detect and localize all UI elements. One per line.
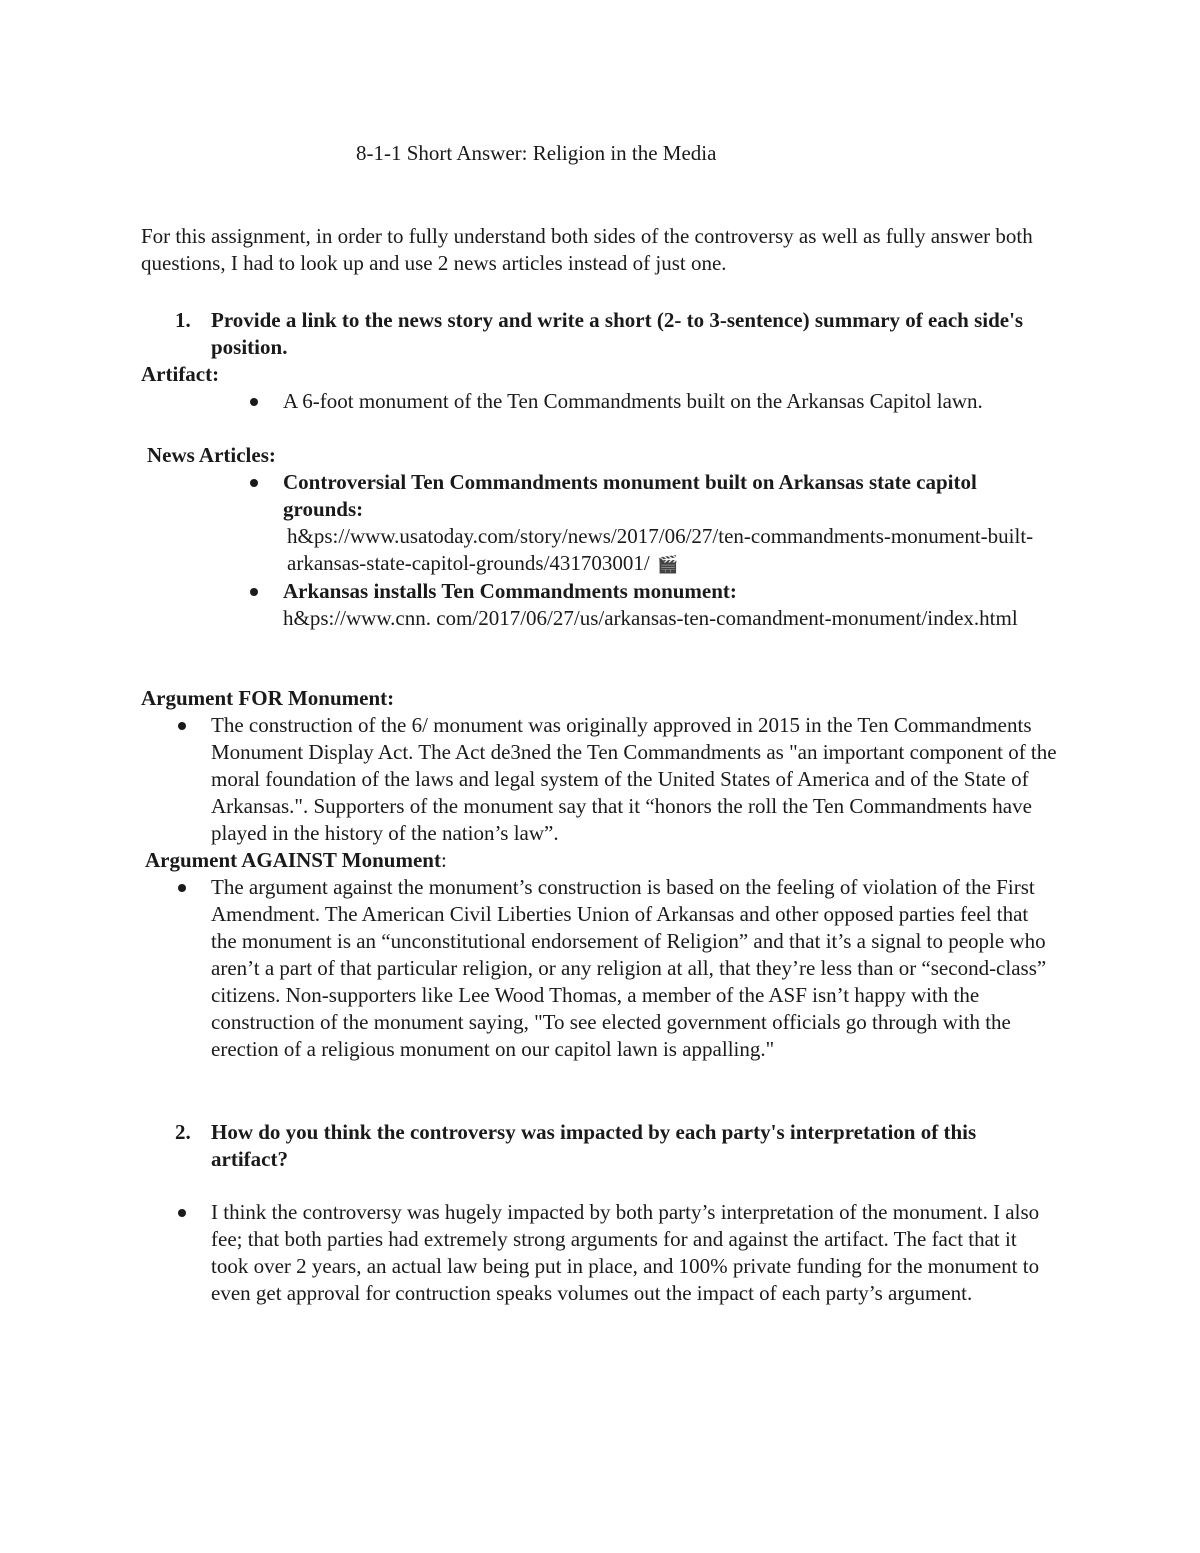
question-2-text: How do you think the controversy was impacted by each party's interpretation of this artifact?: [211, 1120, 977, 1171]
bullet-dot: [250, 588, 258, 596]
artifact-list: [250, 388, 1040, 415]
question-2: [175, 1119, 1035, 1173]
question-1-number: 1.: [175, 308, 191, 332]
argument-against-text: The argument against the monument’s construction is based on the feeling of violation of the First Amendment. The American Civil Liberties Union of Arkansas and other opposed parties feel that the monument is an “unconstitutional endorsement of Religion” and that it’s a signal to people who aren’t a part of that particular religion, or any religion at all, that they’re less than or “second-class” citizens. Non-supporters like Lee Wood Thomas, a member of the ASF isn’t happy with the construction of the monument saying, "To see elected government officials go through with the erection of a religious monument on our capitol lawn is appalling.": [211, 875, 1047, 1061]
article-1-link-text[interactable]: h&ps://www.usatoday.com/story/news/2017/06/27/ten-commandments-monument-built-arkansas-state-capitol-grounds/431703001/: [287, 524, 1034, 575]
list-item: [250, 578, 1040, 632]
question-1: [175, 307, 1035, 361]
argument-against-heading: [145, 847, 447, 874]
bullet-dot: [178, 884, 186, 892]
intro-paragraph: For this assignment, in order to fully understand both sides of the controversy as well as fully answer both questions, I had to look up and use 2 news articles instead of just one.: [141, 224, 1033, 275]
bullet-dot: [250, 398, 258, 406]
answer-2-list: [178, 1199, 1058, 1307]
list-item: [178, 874, 1058, 1063]
video-icon: 🎬: [657, 555, 679, 574]
article-2-title: Arkansas installs Ten Commandments monument:: [283, 579, 737, 603]
bullet-dot: [178, 1209, 186, 1217]
article-1-link[interactable]: [283, 523, 1040, 578]
list-item: [250, 469, 1040, 578]
bullet-dot: [178, 722, 186, 730]
argument-for-text: The construction of the 6/ monument was originally approved in 2015 in the Ten Commandments Monument Display Act. The Act de3ned the Ten Commandments as "an important component of the moral foundation of the laws and legal system of the United States of America and of the State of Arkansas.". Supporters of the monument say that it “honors the roll the Ten Commandments have played in the history of the nation’s law”.: [211, 713, 1057, 845]
artifact-heading: Artifact:: [141, 362, 220, 386]
list-item: [178, 1199, 1058, 1307]
argument-against-list: [178, 874, 1058, 1063]
article-1-title: Controversial Ten Commandments monument built on Arkansas state capitol grounds:: [283, 470, 977, 521]
document-title: 8-1-1 Short Answer: Religion in the Media: [356, 141, 717, 165]
list-item: [178, 712, 1058, 847]
question-2-number: 2.: [175, 1120, 191, 1144]
list-item: [250, 388, 1040, 415]
argument-for-list: [178, 712, 1058, 847]
argument-against-heading-text: Argument AGAINST Monument: [145, 848, 441, 872]
bullet-dot: [250, 479, 258, 487]
artifact-item-text: A 6-foot monument of the Ten Commandments built on the Arkansas Capitol lawn.: [283, 389, 983, 413]
argument-against-colon: :: [440, 848, 447, 872]
news-articles-heading: News Articles:: [147, 443, 276, 467]
argument-for-heading: Argument FOR Monument:: [141, 686, 395, 710]
news-articles-list: [250, 469, 1040, 632]
question-1-text: Provide a link to the news story and write a short (2- to 3-sentence) summary of each side's position.: [211, 308, 1024, 359]
answer-2-text: I think the controversy was hugely impacted by both party’s interpretation of the monument. I also fee; that both parties had extremely strong arguments for and against the artifact. The fact that it took over 2 years, an actual law being put in place, and 100% private funding for the monument to even get approval for contruction speaks volumes out the impact of each party’s argument.: [211, 1200, 1040, 1305]
article-2-link[interactable]: h&ps://www.cnn. com/2017/06/27/us/arkansas-ten-comandment-monument/index.html: [283, 606, 1018, 630]
